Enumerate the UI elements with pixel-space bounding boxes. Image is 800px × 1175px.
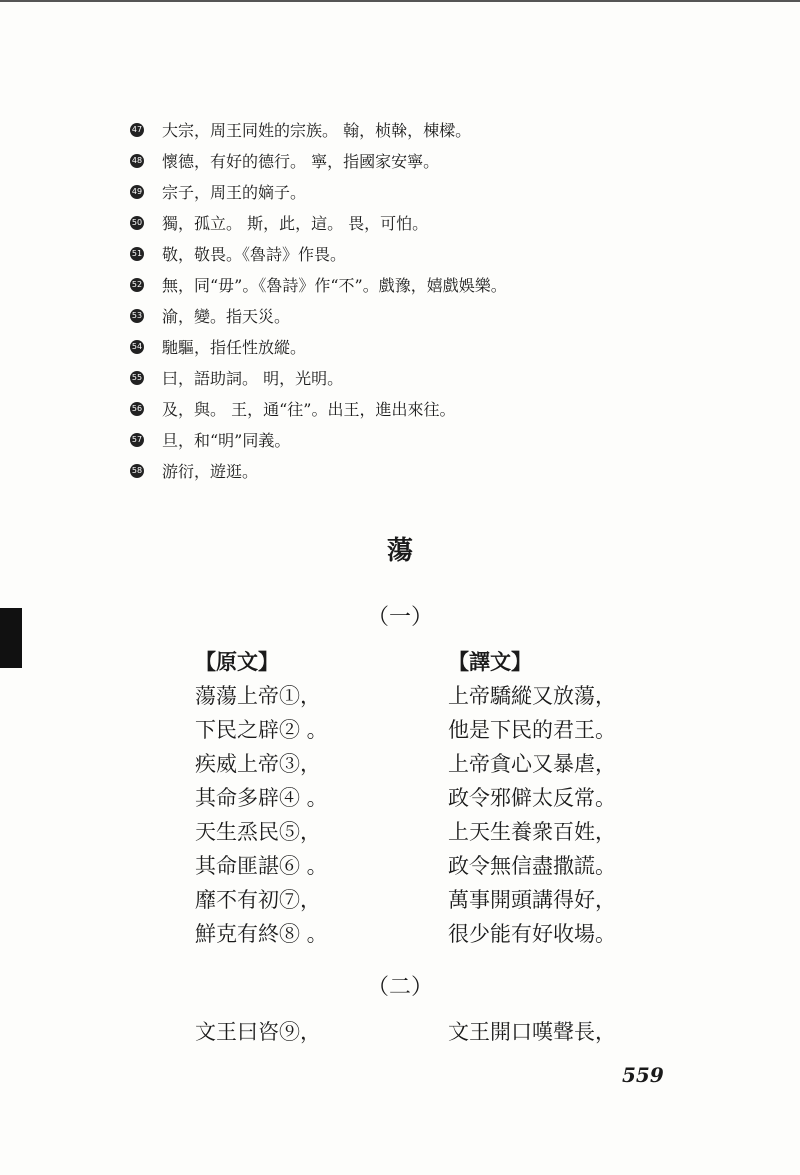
section-label: （二） <box>366 975 433 1000</box>
original-line: 其命多辟④ 。 <box>195 786 328 810</box>
footnote-text: 獨，孤立。 斯，此，這。 畏，可怕。 <box>162 214 429 233</box>
footnote-item <box>130 331 507 362</box>
original-text-column <box>195 1015 321 1049</box>
translation-line: 政令邪僻太反常。 <box>448 786 616 810</box>
footnote-item <box>130 455 507 486</box>
original-line: 靡不有初⑦， <box>195 888 321 912</box>
footnote-text: 大宗，周王同姓的宗族。 翰，桢榦，棟樑。 <box>162 121 472 140</box>
footnote-text: 無，同“毋”。《魯詩》作“不”。戲豫，嬉戲娛樂。 <box>162 276 507 295</box>
original-line: 下民之辟② 。 <box>195 718 328 742</box>
original-line: 鮮克有終⑧ 。 <box>195 922 328 946</box>
footnote-item <box>130 207 507 238</box>
translation-line: 很少能有好收場。 <box>448 922 616 946</box>
footnote-number: 57 <box>130 433 144 447</box>
original-line: 疾威上帝③， <box>195 752 321 776</box>
original-line: 天生烝民⑤， <box>195 820 321 844</box>
footnote-text: 宗子，周王的嫡子。 <box>162 183 307 202</box>
footnote-number: 49 <box>130 185 144 199</box>
footnote-text: 旦，和“明”同義。 <box>162 431 291 450</box>
top-rule <box>0 0 800 2</box>
footnote-item <box>130 145 507 176</box>
footnote-item <box>130 393 507 424</box>
poem-title: 蕩 <box>386 536 413 566</box>
footnote-number: 50 <box>130 216 144 230</box>
footnote-number: 58 <box>130 464 144 478</box>
original-text-column <box>195 645 328 951</box>
original-line: 其命匪諶⑥ 。 <box>195 854 328 878</box>
footnote-text: 曰，語助詞。 明，光明。 <box>162 369 344 388</box>
footnote-number: 51 <box>130 247 144 261</box>
footnotes-list <box>130 114 507 486</box>
footnote-item <box>130 362 507 393</box>
footnote-number: 52 <box>130 278 144 292</box>
footnote-number: 53 <box>130 309 144 323</box>
translation-line: 文王開口嘆聲長， <box>448 1020 616 1044</box>
footnote-text: 敬，敬畏。《魯詩》作畏。 <box>162 245 347 264</box>
footnote-item <box>130 176 507 207</box>
footnote-item <box>130 300 507 331</box>
original-header: 【原文】 <box>195 649 279 674</box>
footnote-item <box>130 424 507 455</box>
section-label: （一） <box>366 605 433 630</box>
footnote-text: 及，與。 王，通“往”。出王，進出來往。 <box>162 400 456 419</box>
translation-line: 上帝驕縱又放蕩， <box>448 684 616 708</box>
footnote-number: 55 <box>130 371 144 385</box>
translation-column <box>448 1015 616 1049</box>
footnote-number: 47 <box>130 123 144 137</box>
translation-line: 他是下民的君王。 <box>448 718 616 742</box>
translation-column <box>448 645 616 951</box>
footnote-number: 48 <box>130 154 144 168</box>
translation-line: 上帝貪心又暴虐， <box>448 752 616 776</box>
page-number: 559 <box>622 1063 664 1087</box>
original-line: 文王曰咨⑨， <box>195 1020 321 1044</box>
original-line: 蕩蕩上帝①， <box>195 684 321 708</box>
footnote-number: 56 <box>130 402 144 416</box>
footnote-text: 懷德，有好的德行。 寧，指國家安寧。 <box>162 152 440 171</box>
footnote-text: 馳驅，指任性放縱。 <box>162 338 307 357</box>
translation-line: 上天生養衆百姓， <box>448 820 616 844</box>
translation-header: 【譯文】 <box>448 649 532 674</box>
footnote-number: 54 <box>130 340 144 354</box>
translation-line: 萬事開頭講得好， <box>448 888 616 912</box>
translation-line: 政令無信盡撒謊。 <box>448 854 616 878</box>
footnote-item <box>130 114 507 145</box>
footnote-text: 渝，變。指天災。 <box>162 307 291 326</box>
footnote-text: 游衍，遊逛。 <box>162 462 259 481</box>
footnote-item <box>130 238 507 269</box>
footnote-item <box>130 269 507 300</box>
